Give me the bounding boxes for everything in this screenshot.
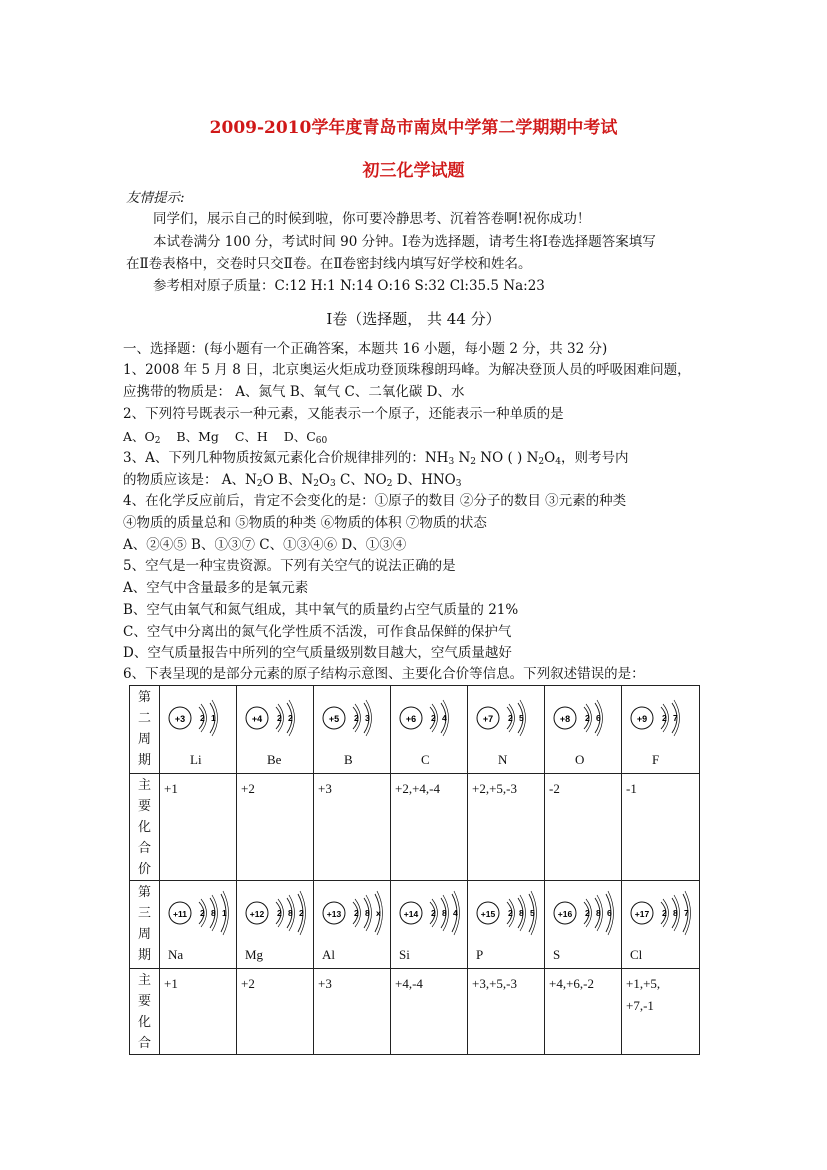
question-4-options: A、②④⑤ B、①③⑦ C、①③④⑥ D、①③④: [123, 537, 407, 553]
electron-count: 2: [585, 908, 590, 918]
q2-option-c: C、H: [234, 429, 268, 444]
nucleus-charge: +11: [173, 909, 187, 919]
atom-diagram: [470, 688, 544, 750]
element-symbol: Mg: [245, 947, 264, 962]
atom-cell: [622, 686, 700, 774]
atom-diagram: [547, 688, 621, 750]
question-5-option-c: C、空气中分离出的氮气化学性质不活泼，可作食品保鲜的保护气: [123, 624, 512, 640]
electron-count: 6: [607, 908, 612, 918]
electron-count: 2: [299, 908, 304, 918]
electron-count: 4: [442, 713, 447, 723]
element-symbol: Be: [267, 752, 282, 767]
notes-label: 友情提示:: [126, 190, 185, 206]
valence-cell: +1: [160, 774, 237, 881]
atom-diagram: [624, 688, 698, 750]
nucleus-charge: +15: [480, 909, 496, 919]
period3-structure-row: [130, 881, 700, 969]
electron-count: 8: [596, 908, 601, 918]
valence-cell: +3: [314, 969, 391, 1055]
exam-title: 2009-2010学年度青岛市南岚中学第二学期期中考试: [209, 118, 618, 138]
valence-cell: +4,-4: [391, 969, 468, 1055]
electron-count: x: [376, 908, 381, 918]
nucleus-charge: +17: [634, 909, 650, 919]
nucleus-charge: +9: [636, 714, 648, 724]
question-1-line-1: 1、2008 年 5 月 8 日，北京奥运火炬成功登顶珠穆朗玛峰。为解决登顶人员的呼吸困难问题，: [123, 362, 691, 378]
atom-cell: [622, 881, 700, 969]
question-1-line-2: 应携带的物质是： A、氮气 B、氧气 C、二氧化碳 D、水: [123, 384, 465, 400]
electron-count: 7: [684, 908, 689, 918]
q2-option-a: A、O: [123, 429, 155, 444]
electron-count: 1: [211, 713, 216, 723]
electron-count: 2: [200, 908, 205, 918]
electron-count: 3: [365, 713, 370, 723]
valence-label-3: 主要化合: [130, 969, 160, 1055]
valence-cell: +2: [237, 969, 314, 1055]
atom-diagram: [316, 688, 390, 750]
atom-diagram: [393, 688, 467, 750]
element-symbol: Na: [168, 947, 184, 962]
electron-count: 2: [662, 713, 667, 723]
question-5-option-d: D、空气质量报告中所列的空气质量级别数目越大，空气质量越好: [123, 645, 512, 661]
electron-count: 2: [354, 908, 359, 918]
nucleus-charge: +13: [326, 909, 342, 919]
valence-label: 主要化合价: [130, 774, 160, 881]
exam-subtitle: 初三化学试题: [362, 161, 465, 181]
nucleus-charge: +4: [251, 714, 263, 724]
period3-label: 第三周期: [130, 881, 160, 969]
nucleus-charge: +16: [557, 909, 573, 919]
electron-count: 5: [530, 908, 535, 918]
atom-diagram: [470, 883, 544, 945]
period3-valence-row: [130, 969, 700, 1055]
question-3-line-2: 的物质应该是： A、$N_2O$ B、$N_2O_3$ C、$NO_2$ D、$HNO_3$: [123, 472, 462, 489]
valence-cell: +3: [314, 774, 391, 881]
question-4-line-2: ④物质的质量总和 ⑤物质的种类 ⑥物质的体积 ⑦物质的状态: [123, 515, 487, 531]
electron-count: 2: [585, 713, 590, 723]
question-6: 6、下表呈现的是部分元素的原子结构示意图、主要化合价等信息。下列叙述错误的是：: [123, 666, 645, 682]
question-2-options: A、$O_2$ B、Mg C、H D、$C_{60}$: [123, 429, 328, 446]
electron-count: 2: [288, 713, 293, 723]
electron-count: 2: [354, 713, 359, 723]
period2-label-text: 第二周期: [137, 689, 151, 767]
electron-count: 7: [673, 713, 678, 723]
electron-count: 8: [673, 908, 678, 918]
electron-count: 8: [442, 908, 447, 918]
atom-diagram: [547, 883, 621, 945]
electron-count: 2: [508, 713, 513, 723]
electron-count: 2: [277, 713, 282, 723]
electron-count: 2: [662, 908, 667, 918]
electron-count: 2: [431, 713, 436, 723]
atom-diagram: [624, 883, 698, 945]
section-title: Ⅰ卷（选择题， 共 44 分）: [326, 310, 501, 328]
electron-count: 2: [200, 713, 205, 723]
atom-cell: [314, 881, 391, 969]
question-5-option-a: A、空气中含量最多的是氧元素: [123, 580, 309, 596]
valence-cell: +2: [237, 774, 314, 881]
valence-cell: +1: [160, 969, 237, 1055]
element-symbol: B: [344, 752, 353, 767]
nucleus-charge: +3: [174, 714, 186, 724]
atom-cell: [237, 686, 314, 774]
element-symbol: O: [575, 752, 585, 767]
element-symbol: S: [553, 947, 561, 962]
element-symbol: Cl: [630, 947, 643, 962]
electron-count: 6: [596, 713, 601, 723]
atom-diagram: [162, 883, 236, 945]
atom-cell: [391, 686, 468, 774]
atom-cell: [545, 686, 622, 774]
nucleus-charge: +8: [559, 714, 571, 724]
atom-cell: [160, 881, 237, 969]
electron-count: 5: [519, 713, 524, 723]
nucleus-charge: +6: [405, 714, 417, 724]
period2-label: [130, 686, 160, 774]
electron-count: 8: [519, 908, 524, 918]
valence-cell: +3,+5,-3: [468, 969, 545, 1055]
atom-cell: [237, 881, 314, 969]
notes-line-4: 参考相对原子质量：C:12 H:1 N:14 O:16 S:32 Cl:35.5 Na:23: [153, 278, 545, 294]
valence-cell: +2,+5,-3: [468, 774, 545, 881]
atom-cell: [391, 881, 468, 969]
atom-diagram: [162, 688, 236, 750]
valence-cell: -1: [622, 774, 700, 881]
nucleus-charge: +5: [328, 714, 340, 724]
question-5-option-b: B、空气由氧气和氮气组成，其中氧气的质量约占空气质量的 21%: [123, 602, 519, 618]
atom-cell: [160, 686, 237, 774]
atom-cell: [545, 881, 622, 969]
valence-cell: +1,+5, +7,-1: [622, 969, 700, 1055]
electron-count: 2: [431, 908, 436, 918]
element-symbol: Al: [322, 947, 335, 962]
q2-option-b: B、Mg: [176, 429, 219, 444]
atom-cell: [468, 686, 545, 774]
section-intro: 一、选择题：(每小题有一个正确答案，本题共 16 小题，每小题 2 分，共 32 分): [123, 341, 608, 357]
electron-count: 2: [277, 908, 282, 918]
nucleus-charge: +7: [482, 714, 494, 724]
electron-count: 8: [365, 908, 370, 918]
nucleus-charge: +14: [403, 909, 419, 919]
question-3-line-1: 3、A、下列几种物质按氮元素化合价规律排列的：$NH_3$ $N_2$ NO ( ) $N_2O_4$，则考号内: [123, 450, 629, 467]
question-5: 5、空气是一种宝贵资源。下列有关空气的说法正确的是: [123, 558, 456, 574]
electron-count: 4: [453, 908, 458, 918]
valence-cell: +2,+4,-4: [391, 774, 468, 881]
atom-cell: [468, 881, 545, 969]
atom-diagram: [239, 688, 313, 750]
q2-option-d: D、C: [283, 429, 316, 444]
notes-line-2: 本试卷满分 100 分，考试时间 90 分钟。Ⅰ卷为选择题，请考生将Ⅰ卷选择题答案填写: [153, 234, 656, 250]
element-symbol: F: [652, 752, 660, 767]
period2-structure-row: [130, 686, 700, 774]
nucleus-charge: +12: [249, 909, 265, 919]
element-symbol: P: [476, 947, 484, 962]
atom-diagram: [316, 883, 390, 945]
element-symbol: C: [421, 752, 430, 767]
electron-count: 2: [508, 908, 513, 918]
atom-cell: [314, 686, 391, 774]
electron-count: 1: [222, 908, 227, 918]
notes-line-3: 在Ⅱ卷表格中，交卷时只交Ⅱ卷。在Ⅱ卷密封线内填写好学校和姓名。: [126, 256, 532, 272]
element-symbol: Si: [399, 947, 410, 962]
atom-diagram: [393, 883, 467, 945]
element-table: [129, 685, 700, 1055]
question-4-line-1: 4、在化学反应前后，肯定不会变化的是：①原子的数目 ②分子的数目 ③元素的种类: [123, 493, 627, 509]
element-symbol: Li: [190, 752, 202, 767]
question-2: 2、下列符号既表示一种元素，又能表示一个原子，还能表示一种单质的是: [123, 406, 564, 422]
electron-count: 8: [211, 908, 216, 918]
electron-count: 8: [288, 908, 293, 918]
element-symbol: N: [498, 752, 508, 767]
valence-cell: +4,+6,-2: [545, 969, 622, 1055]
atom-diagram: [239, 883, 313, 945]
notes-line-1: 同学们，展示自己的时候到啦，你可要冷静思考、沉着答卷啊!祝你成功！: [153, 211, 591, 227]
period2-valence-row: [130, 774, 700, 881]
valence-cell: -2: [545, 774, 622, 881]
